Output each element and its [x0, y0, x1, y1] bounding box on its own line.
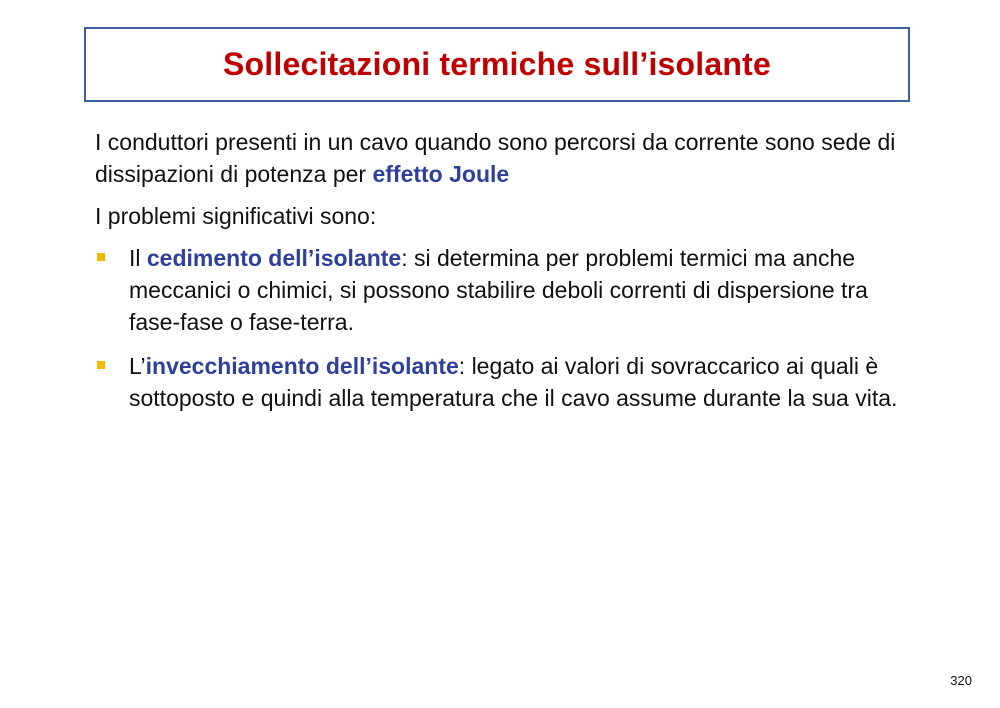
list-item [95, 350, 925, 414]
problems-list [95, 242, 925, 414]
intro-highlight: effetto Joule [372, 161, 510, 187]
title-frame [84, 27, 910, 102]
bullet-prefix: L’ [129, 353, 146, 379]
square-bullet-icon [97, 253, 105, 261]
bullet-text: : si determina per problemi termici ma anche meccanici o chimici, si possono stabilire deboli correnti di dispersione tra fase-fase o fase-terra. [129, 245, 868, 335]
slide-body [95, 126, 925, 426]
bullet-prefix: Il [129, 245, 147, 271]
bullet-text: : legato ai valori di sovraccarico ai quali è sottoposto e quindi alla temperatura che il cavo assume durante la sua vita. [129, 353, 898, 411]
page-number: 320 [950, 673, 972, 688]
problems-heading: I problemi significativi sono: [95, 203, 377, 229]
slide-title: Sollecitazioni termiche sull’isolante [223, 46, 771, 82]
square-bullet-icon [97, 361, 105, 369]
list-item [95, 242, 925, 338]
bullet-highlight: cedimento dell’isolante [146, 245, 402, 271]
bullet-highlight: invecchiamento dell’isolante [145, 353, 459, 379]
intro-text: I conduttori presenti in un cavo quando sono percorsi da corrente sono sede di dissipazioni di potenza per [95, 129, 896, 187]
intro-paragraph [95, 126, 925, 190]
